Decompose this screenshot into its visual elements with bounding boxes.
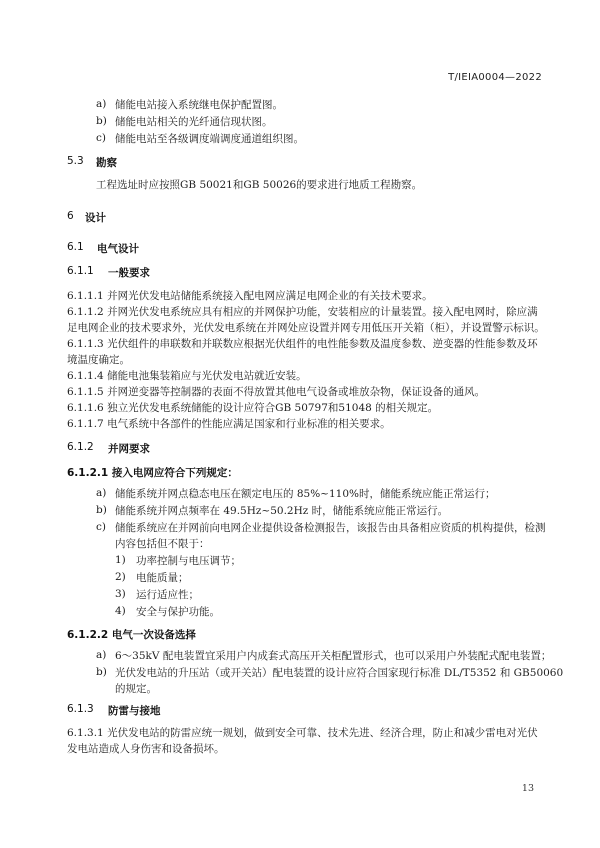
clause-line: 6.1.1.4 储能电池集装箱应与光伏发电站就近安装。 — [67, 370, 307, 382]
sub-list-item: 运行适应性； — [136, 589, 199, 601]
sub-list-marker: 1) — [115, 554, 126, 566]
clause-line: 6.1.1.2 并网光伏发电系统应具有相应的并网保护功能，安装相应的计量装置。接入配电网时，除应满 — [67, 306, 538, 318]
section-number: 6.1 — [67, 241, 84, 253]
list-marker: a) — [96, 487, 107, 499]
clause-title: 6.1.2.1 接入电网应符合下列规定： — [67, 467, 238, 479]
list-item-continuation: 的规定。 — [115, 683, 157, 695]
section-title: 一般要求 — [108, 267, 150, 279]
list-item: 光伏发电站的升压站（或开关站）配电装置的设计应符合国家现行标准 DL/T5352 和 GB50060 — [115, 667, 564, 679]
list-marker: b) — [96, 666, 107, 678]
clause-line: 足电网企业的技术要求外，光伏发电系统在并网处应设置并网专用低压开关箱（柜），并设置警示标识。 — [67, 322, 545, 334]
page-number: 13 — [521, 783, 534, 794]
section-number: 6.1.2 — [67, 441, 94, 453]
paragraph: 工程选址时应按照GB 50021和GB 50026的要求进行地质工程勘察。 — [96, 179, 423, 191]
section-number: 6 — [67, 210, 74, 222]
list-item: 储能系统并网点稳态电压在额定电压的 85%~110%时，储能系统应能正常运行； — [115, 488, 496, 500]
document-id: T/IEIA0004—2022 — [448, 72, 542, 83]
sub-list-item: 安全与保护功能。 — [136, 606, 220, 618]
section-title: 设计 — [85, 212, 106, 224]
list-item-continuation: 内容包括但不限于： — [115, 538, 210, 550]
list-marker: a) — [96, 98, 107, 110]
sub-list-marker: 2) — [115, 571, 126, 583]
section-title: 电气设计 — [97, 243, 139, 255]
clause-line: 6.1.1.5 并网逆变器等控制器的表面不得放置其他电气设备或堆放杂物，保证设备的通风。 — [67, 386, 486, 398]
section-title: 并网要求 — [108, 443, 150, 455]
list-marker: c) — [96, 132, 106, 144]
list-item: 储能系统应在并网前向电网企业提供设备检测报告，该报告由具备相应资质的机构提供，检测 — [115, 522, 546, 534]
sub-list-item: 电能质量； — [136, 572, 189, 584]
list-item: 储能电站至各级调度端调度通道组织图。 — [115, 133, 304, 145]
clause-line: 6.1.1.7 电气系统中各部件的性能应满足国家和行业标准的相关要求。 — [67, 418, 391, 430]
list-marker: c) — [96, 521, 106, 533]
list-item: 储能电站接入系统继电保护配置图。 — [115, 99, 283, 111]
list-item: 6～35kV 配电装置宜采用户内成套式高压开关柜配置形式，也可以采用户外装配式配电装置； — [115, 650, 552, 662]
sub-list-marker: 4) — [115, 605, 126, 617]
list-item: 储能系统并网点频率在 49.5Hz~50.2Hz 时，储能系统应能正常运行。 — [115, 505, 449, 517]
clause-line: 6.1.1.1 并网光伏发电站储能系统接入配电网应满足电网企业的有关技术要求。 — [67, 290, 433, 302]
clause-title: 6.1.2.2 电气一次设备选择 — [67, 629, 196, 641]
list-marker: b) — [96, 504, 107, 516]
clause-line: 发电站造成人身伤害和设备损坏。 — [67, 743, 225, 755]
section-number: 5.3 — [67, 155, 84, 167]
section-title: 防雷与接地 — [108, 705, 161, 717]
sub-list-marker: 3) — [115, 588, 126, 600]
section-title: 勘察 — [96, 157, 117, 169]
clause-line: 6.1.3.1 光伏发电站的防雷应统一规划，做到安全可靠、技术先进、经济合理，防止和减少雷电对光伏 — [67, 727, 538, 739]
clause-line: 境温度确定。 — [67, 354, 130, 366]
clause-line: 6.1.1.3 光伏组件的串联数和并联数应根据光伏组件的电性能参数及温度参数、逆变器的性能参数及环 — [67, 338, 538, 350]
section-number: 6.1.3 — [67, 703, 94, 715]
sub-list-item: 功率控制与电压调节； — [136, 555, 241, 567]
list-marker: a) — [96, 649, 107, 661]
section-number: 6.1.1 — [67, 265, 94, 277]
clause-line: 6.1.1.6 独立光伏发电系统储能的设计应符合GB 50797和51048 的相关规定。 — [67, 402, 439, 414]
list-marker: b) — [96, 115, 107, 127]
list-item: 储能电站相关的光纤通信现状图。 — [115, 116, 273, 128]
